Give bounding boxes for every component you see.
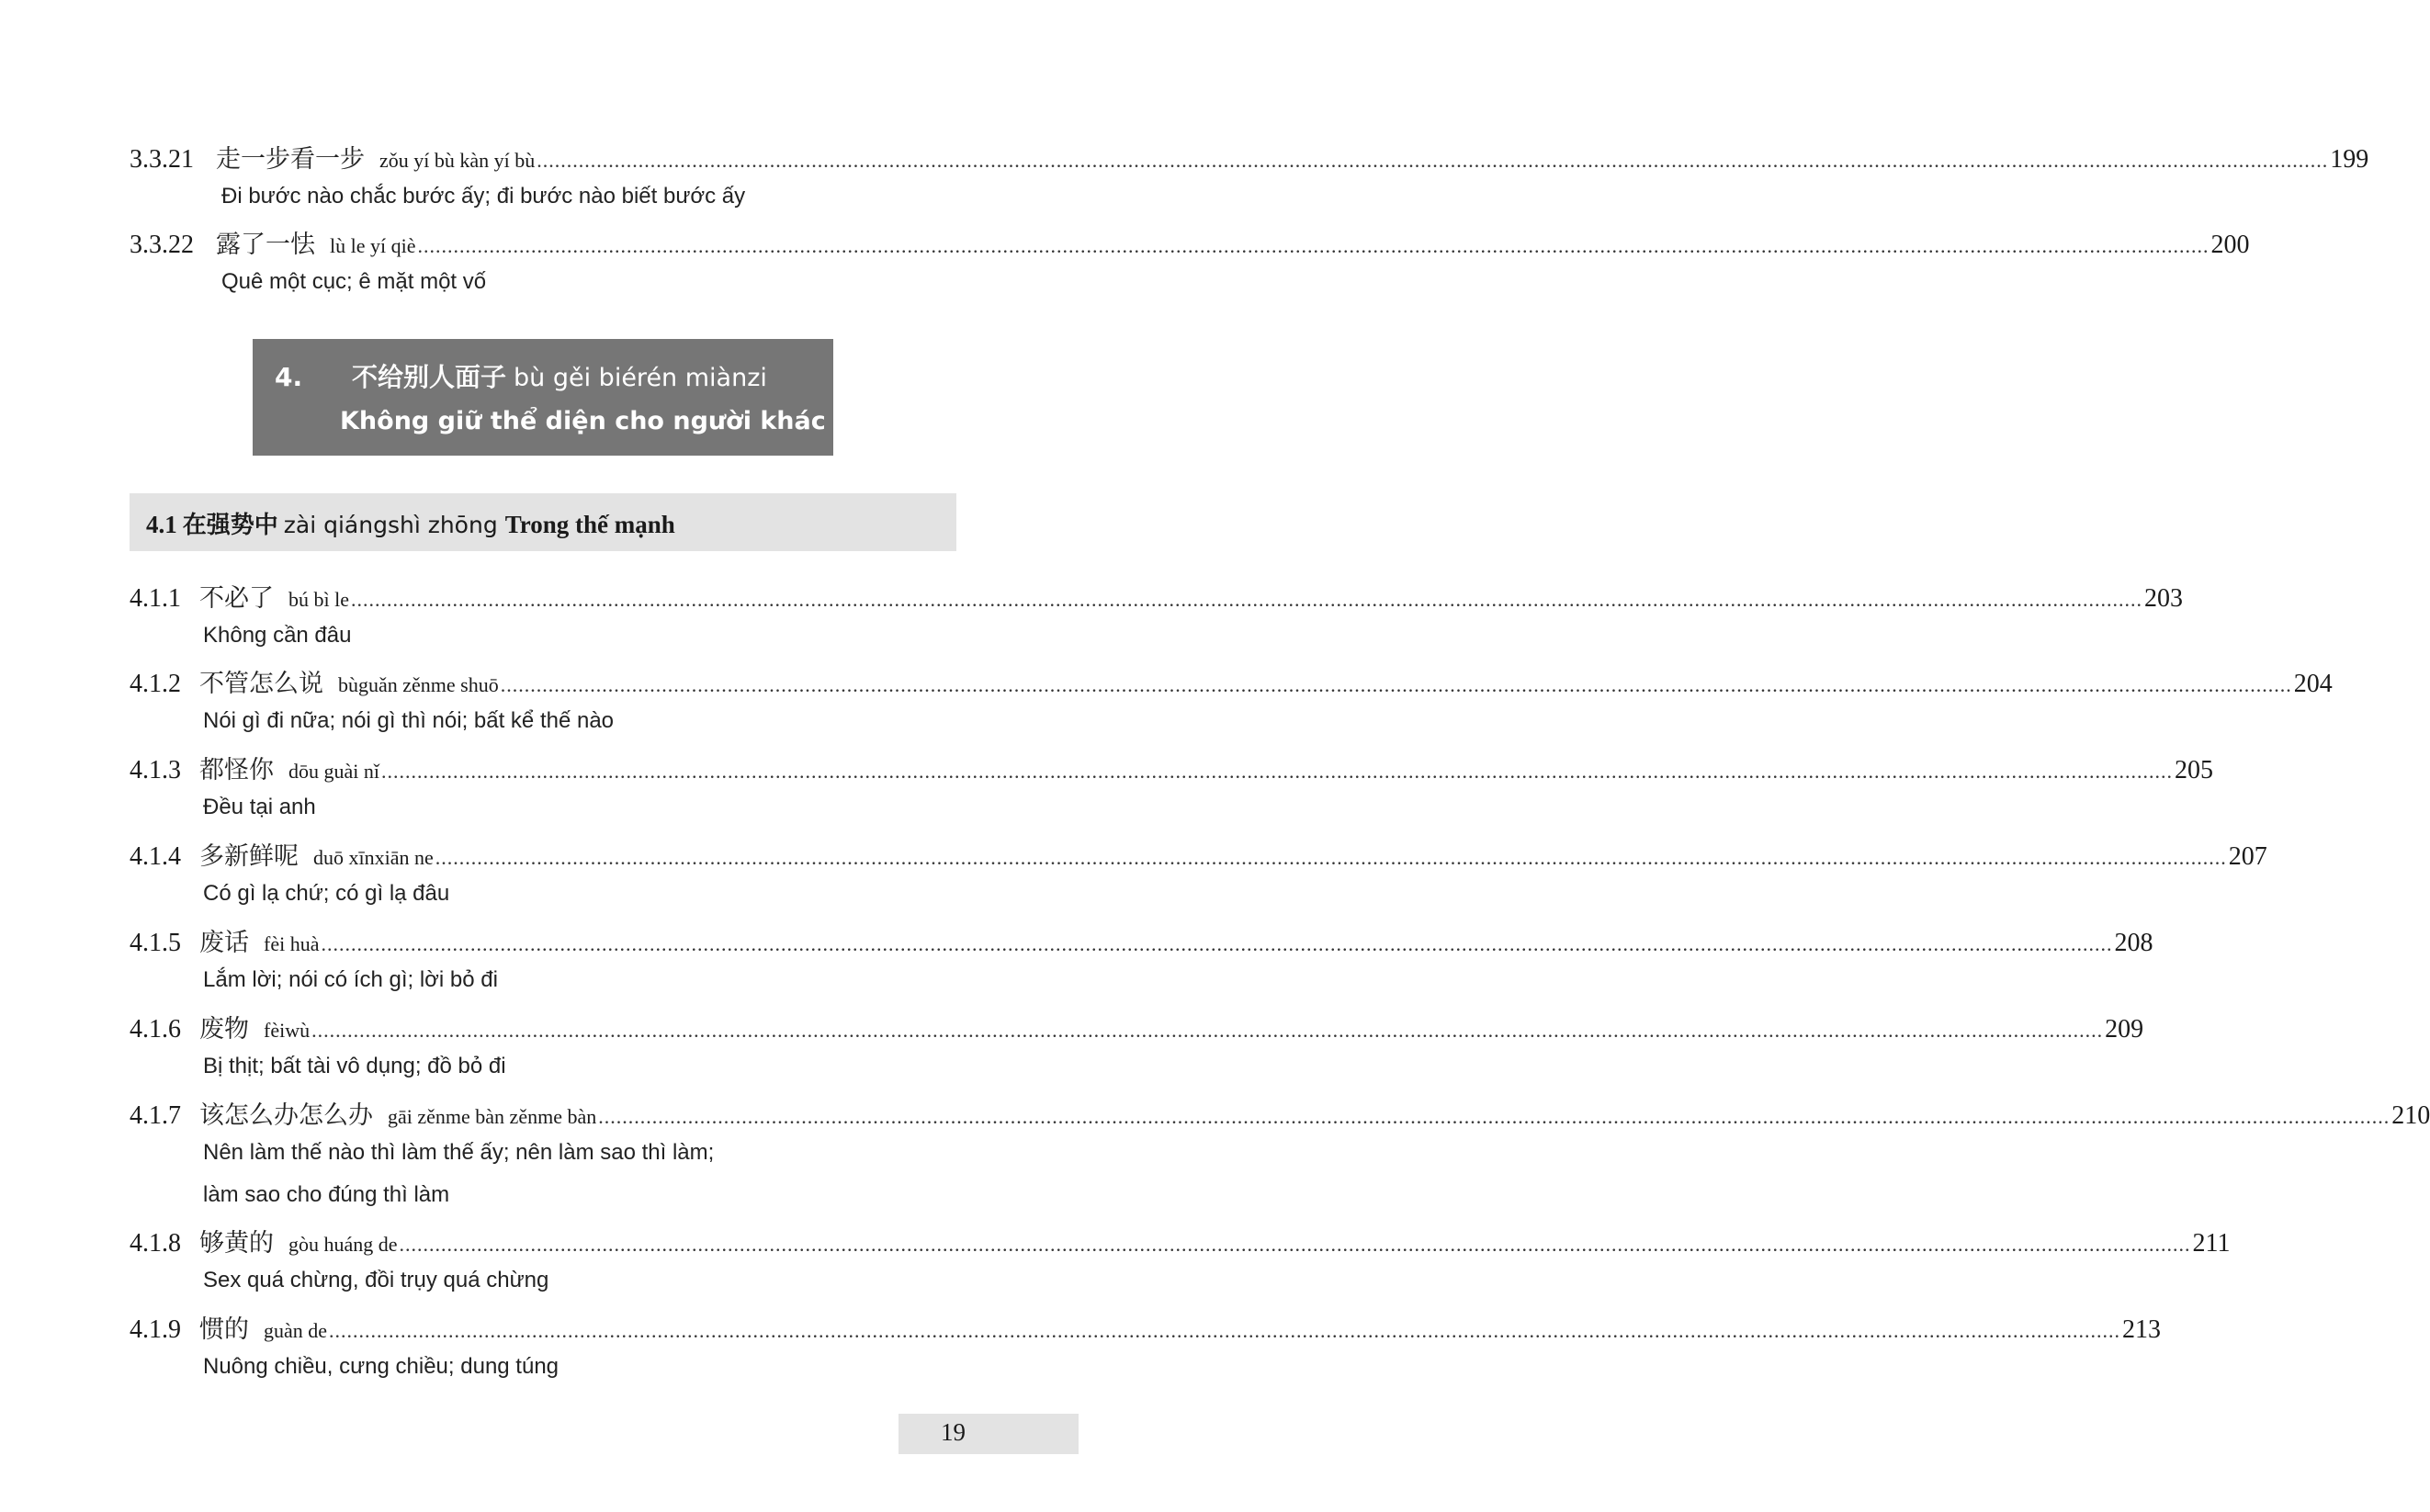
dot-leader: ............................................................................................................................................................................................................................................................................................................ <box>417 234 2210 257</box>
entry-page: 203 <box>2144 584 2183 613</box>
dot-leader: ............................................................................................................................................................................................................................................................................................................ <box>435 846 2227 869</box>
toc-entry <box>130 578 2183 657</box>
entry-meaning: Quê một cục; ê mặt một vố <box>221 269 487 294</box>
dot-leader: ............................................................................................................................................................................................................................................................................................................ <box>500 673 2292 696</box>
entry-page: 208 <box>2114 929 2153 957</box>
chapter-number: 4. <box>275 362 303 392</box>
entry-meaning: Lắm lời; nói có ích gì; lời bỏ đi <box>203 967 498 992</box>
entry-pinyin: fèiwù <box>264 1019 311 1042</box>
entry-hanzi: 惯的 <box>199 1315 249 1344</box>
section-title-vietnamese: Trong thế mạnh <box>504 511 675 538</box>
toc-line <box>130 1309 2162 1346</box>
toc-line <box>130 224 2250 261</box>
entry-hanzi: 废物 <box>199 1015 249 1044</box>
dot-leader: ............................................................................................................................................................................................................................................................................................................ <box>311 1019 2104 1042</box>
entry-hanzi: 露了一怯 <box>216 231 315 259</box>
entry-pinyin: fèi huà <box>264 932 320 955</box>
section-hanzi: 在强势中 <box>182 512 278 539</box>
dot-leader: ............................................................................................................................................................................................................................................................................................................ <box>598 1105 2390 1128</box>
entry-meaning: Có gì lạ chứ; có gì lạ đâu <box>203 881 450 906</box>
toc-entry <box>130 836 2267 915</box>
entry-meaning: Không cần đâu <box>203 623 352 648</box>
entry-page: 210 <box>2391 1101 2430 1130</box>
toc-line <box>130 1095 2430 1132</box>
entry-page: 209 <box>2105 1015 2144 1044</box>
entry-meaning-continued: làm sao cho đúng thì làm <box>203 1182 450 1207</box>
entry-hanzi: 够黄的 <box>199 1229 274 1258</box>
entry-page: 199 <box>2330 145 2369 174</box>
toc-entry <box>130 139 2369 218</box>
chapter-title-vietnamese: Không giữ thể diện cho người khác <box>340 407 826 435</box>
dot-leader: ............................................................................................................................................................................................................................................................................................................ <box>329 1319 2121 1342</box>
entry-meaning: Bị thịt; bất tài vô dụng; đồ bỏ đi <box>203 1054 506 1078</box>
toc-line <box>130 1009 2144 1045</box>
entry-page: 200 <box>2210 231 2250 259</box>
entry-page: 205 <box>2175 756 2213 784</box>
entry-hanzi: 不管怎么说 <box>199 670 323 698</box>
entry-number: 4.1.5 <box>130 929 181 957</box>
entry-page: 213 <box>2122 1315 2162 1344</box>
entry-hanzi: 走一步看一步 <box>216 145 365 174</box>
chapter-heading <box>253 339 833 456</box>
toc-line <box>130 1223 2231 1259</box>
toc-line <box>130 663 2333 700</box>
page-number-tab <box>899 1414 1079 1454</box>
toc-entry <box>130 1009 2144 1088</box>
toc-entry <box>130 1223 2231 1302</box>
dot-leader: ............................................................................................................................................................................................................................................................................................................ <box>381 760 2173 783</box>
entry-hanzi: 不必了 <box>199 584 274 613</box>
entry-meaning: Nuông chiều, cưng chiều; dung túng <box>203 1354 559 1379</box>
entry-pinyin: bùguǎn zěnme shuō <box>338 673 499 696</box>
toc-line <box>130 139 2369 175</box>
entry-meaning: Đều tại anh <box>203 795 316 819</box>
entry-pinyin: bú bì le <box>288 588 349 611</box>
entry-number: 4.1.4 <box>130 842 181 871</box>
toc-entry <box>130 224 2250 303</box>
toc-entry <box>130 922 2153 1001</box>
chapter-title-hanzi: 不给别人面子 <box>352 362 507 392</box>
entry-number: 4.1.6 <box>130 1015 181 1044</box>
chapter-title-pinyin: bù gěi biérén miànzi <box>514 364 767 392</box>
entry-number: 4.1.3 <box>130 756 181 784</box>
entry-pinyin: dōu guài nǐ <box>288 760 379 783</box>
entry-number: 4.1.8 <box>130 1229 181 1258</box>
entry-number: 4.1.9 <box>130 1315 181 1344</box>
entry-pinyin: guàn de <box>264 1319 328 1342</box>
entry-hanzi: 多新鲜呢 <box>199 842 299 871</box>
entry-number: 3.3.21 <box>130 145 194 174</box>
section-number: 4.1 <box>146 511 177 538</box>
entry-page: 204 <box>2293 670 2333 698</box>
entry-hanzi: 都怪你 <box>199 756 274 784</box>
entry-page: 211 <box>2192 1229 2231 1258</box>
toc-entry <box>130 663 2333 742</box>
entry-pinyin: zǒu yí bù kàn yí bù <box>379 149 536 172</box>
entry-number: 4.1.2 <box>130 670 181 698</box>
dot-leader: ............................................................................................................................................................................................................................................................................................................ <box>399 1233 2191 1256</box>
entry-pinyin: duō xīnxiān ne <box>313 846 434 869</box>
entry-meaning: Nói gì đi nữa; nói gì thì nói; bất kể thế nào <box>203 708 615 733</box>
toc-entry <box>130 1095 2430 1216</box>
entry-pinyin: gāi zěnme bàn zěnme bàn <box>388 1105 597 1128</box>
entry-page: 207 <box>2228 842 2267 871</box>
toc-line <box>130 922 2153 959</box>
entry-pinyin: gòu huáng de <box>288 1233 398 1256</box>
toc-entry <box>130 1309 2162 1388</box>
toc-line <box>130 750 2213 786</box>
dot-leader: ............................................................................................................................................................................................................................................................................................................ <box>321 932 2113 955</box>
toc-entry <box>130 750 2213 829</box>
entry-number: 4.1.7 <box>130 1101 181 1130</box>
entry-hanzi: 废话 <box>199 929 249 957</box>
toc-line <box>130 578 2183 615</box>
entry-hanzi: 该怎么办怎么办 <box>199 1101 373 1130</box>
section-pinyin: zài qiángshì zhōng <box>283 512 498 538</box>
toc-line <box>130 836 2267 873</box>
entry-pinyin: lù le yí qiè <box>330 234 416 257</box>
section-title <box>146 506 675 540</box>
chapter-title-line <box>275 357 767 394</box>
entry-meaning: Đi bước nào chắc bước ấy; đi bước nào biết bước ấy <box>221 184 746 209</box>
entry-meaning: Nên làm thế nào thì làm thế ấy; nên làm sao thì làm; <box>203 1140 715 1165</box>
entry-number: 4.1.1 <box>130 584 181 613</box>
dot-leader: ............................................................................................................................................................................................................................................................................................................ <box>537 149 2329 172</box>
dot-leader: ............................................................................................................................................................................................................................................................................................................ <box>351 588 2142 611</box>
entry-meaning: Sex quá chừng, đồi trụy quá chừng <box>203 1268 549 1292</box>
page-number: 19 <box>941 1418 966 1446</box>
entry-number: 3.3.22 <box>130 231 194 259</box>
section-heading <box>130 493 956 551</box>
